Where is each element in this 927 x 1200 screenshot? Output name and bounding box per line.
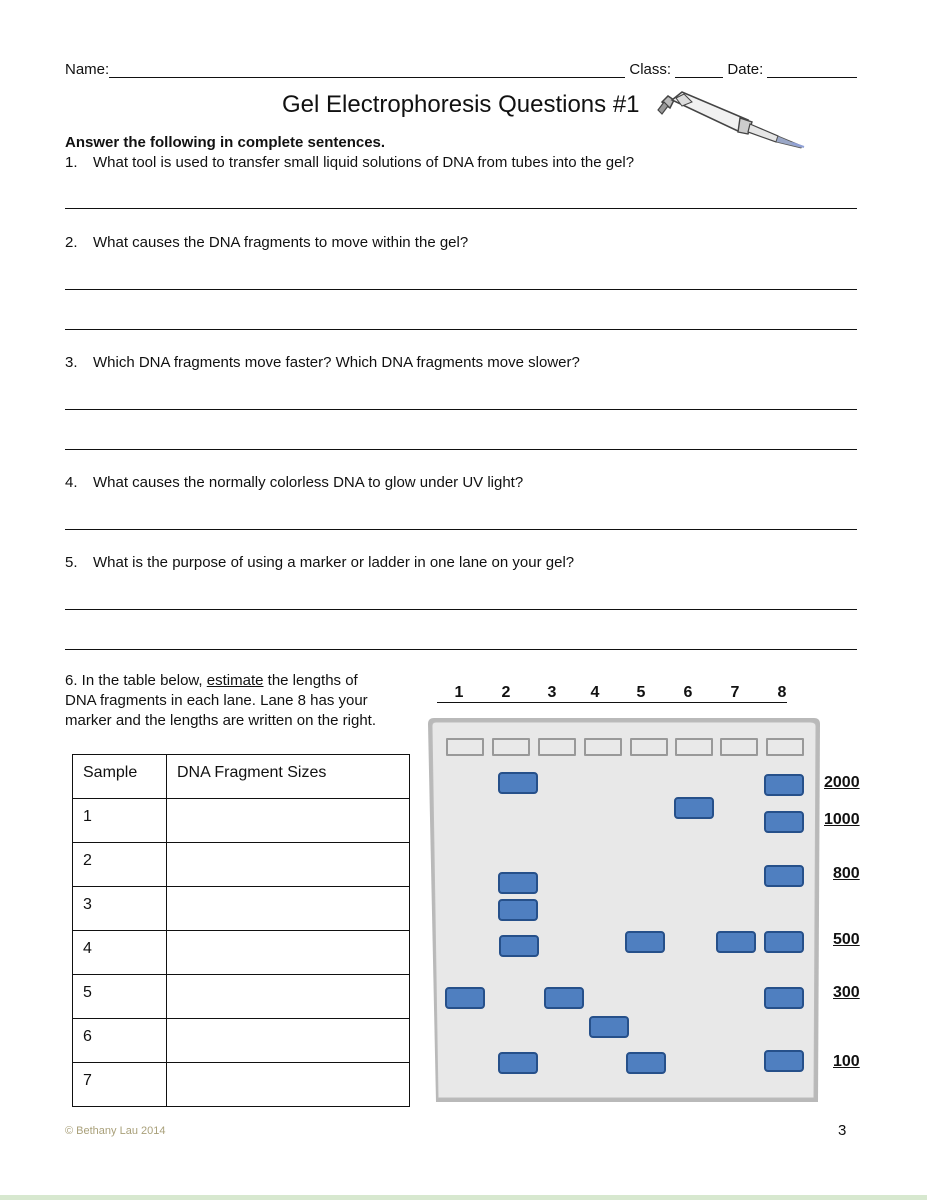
sizes-cell[interactable] [167, 799, 410, 843]
band-lane-8-1000 [764, 811, 804, 833]
page-title: Gel Electrophoresis Questions #1 [282, 91, 640, 118]
question-3-num: 3. [65, 354, 78, 371]
sizes-cell[interactable] [167, 1063, 410, 1107]
gel-well [584, 738, 622, 756]
band-lane-1-300 [445, 987, 485, 1009]
lane-number-6: 6 [683, 684, 693, 701]
band-lane-6-1000 [674, 797, 714, 819]
question-5-text: What is the purpose of using a marker or ladder in one lane on your gel? [93, 554, 575, 571]
sample-cell: 2 [73, 843, 167, 887]
band-lane-2-2000 [498, 772, 538, 794]
answer-line-5b[interactable] [65, 649, 857, 650]
question-6-line-3: marker and the lengths are written on the right. [65, 712, 377, 729]
lane-number-8: 8 [777, 684, 787, 701]
question-2-text: What causes the DNA fragments to move within the gel? [93, 234, 469, 251]
page-bottom-edge [0, 1195, 927, 1200]
band-lane-8-2000 [764, 774, 804, 796]
table-header-sizes: DNA Fragment Sizes [167, 755, 410, 799]
band-lane-7-500 [716, 931, 756, 953]
table-row [73, 799, 410, 843]
sample-cell: 7 [73, 1063, 167, 1107]
question-1-num: 1. [65, 154, 78, 171]
answer-line-2b[interactable] [65, 329, 857, 330]
band-lane-2-650 [498, 899, 538, 921]
lane-number-3: 3 [547, 684, 557, 701]
lane-number-7: 7 [730, 684, 740, 701]
estimate-word: estimate [206, 672, 264, 689]
marker-label-2000: 2000 [824, 774, 860, 791]
band-lane-2-100 [498, 1052, 538, 1074]
class-label: Class: [629, 61, 672, 78]
band-lane-4-200 [589, 1016, 629, 1038]
class-field[interactable] [675, 77, 723, 78]
question-2 [65, 234, 469, 251]
band-lane-8-500 [764, 931, 804, 953]
table-header-row [73, 755, 410, 799]
sizes-cell[interactable] [167, 931, 410, 975]
answer-line-5a[interactable] [65, 609, 857, 610]
sample-cell: 3 [73, 887, 167, 931]
table-row [73, 1019, 410, 1063]
sample-cell: 6 [73, 1019, 167, 1063]
marker-label-1000: 1000 [824, 811, 860, 828]
copyright-text: © Bethany Lau 2014 [65, 1125, 166, 1137]
pipette-icon [652, 88, 812, 152]
marker-label-100: 100 [833, 1053, 860, 1070]
question-1-text: What tool is used to transfer small liquid solutions of DNA from tubes into the gel? [93, 154, 635, 171]
question-3-text: Which DNA fragments move faster? Which DNA fragments move slower? [93, 354, 580, 371]
answer-line-3a[interactable] [65, 409, 857, 410]
page-number: 3 [838, 1122, 847, 1139]
gel-well [720, 738, 758, 756]
date-label: Date: [727, 61, 764, 78]
question-4 [65, 474, 524, 491]
answer-line-2a[interactable] [65, 289, 857, 290]
lane-number-1: 1 [454, 684, 464, 701]
question-3 [65, 354, 580, 371]
question-5-num: 5. [65, 554, 78, 571]
band-lane-3-300 [544, 987, 584, 1009]
gel-well [630, 738, 668, 756]
gel-slab [426, 714, 826, 1106]
band-lane-8-300 [764, 987, 804, 1009]
answer-line-4a[interactable] [65, 529, 857, 530]
table-row [73, 1063, 410, 1107]
instructions: Answer the following in complete sentences. [65, 134, 386, 151]
name-label: Name: [65, 61, 110, 78]
band-lane-2-800 [498, 872, 538, 894]
name-field[interactable] [109, 77, 625, 78]
gel-well [492, 738, 530, 756]
marker-label-500: 500 [833, 931, 860, 948]
band-lane-5-500 [625, 931, 665, 953]
lane-number-5: 5 [636, 684, 646, 701]
gel-well [766, 738, 804, 756]
table-row [73, 843, 410, 887]
name-class-date-line [65, 61, 857, 78]
question-6 [65, 671, 376, 731]
question-2-num: 2. [65, 234, 78, 251]
question-5 [65, 554, 575, 571]
band-lane-2-500 [499, 935, 539, 957]
lane-number-2: 2 [501, 684, 511, 701]
table-row [73, 887, 410, 931]
table-row [73, 931, 410, 975]
sample-cell: 1 [73, 799, 167, 843]
gel-well [446, 738, 484, 756]
marker-label-800: 800 [833, 865, 860, 882]
band-lane-8-800 [764, 865, 804, 887]
question-4-text: What causes the normally colorless DNA to glow under UV light? [93, 474, 524, 491]
sizes-cell[interactable] [167, 843, 410, 887]
question-6-line-1: 6. In the table below, estimate the lengths of [65, 672, 358, 689]
gel-well [538, 738, 576, 756]
sizes-cell[interactable] [167, 975, 410, 1019]
sizes-cell[interactable] [167, 1019, 410, 1063]
sample-cell: 5 [73, 975, 167, 1019]
lane-number-underline [437, 702, 787, 703]
marker-label-300: 300 [833, 984, 860, 1001]
sample-cell: 4 [73, 931, 167, 975]
table-header-sample: Sample [73, 755, 167, 799]
question-1 [65, 154, 635, 171]
date-field[interactable] [767, 77, 857, 78]
answer-line-1a[interactable] [65, 208, 857, 209]
band-lane-8-100 [764, 1050, 804, 1072]
fragment-table [72, 754, 410, 1107]
question-6-line-2: DNA fragments in each lane. Lane 8 has your [65, 692, 368, 709]
question-4-num: 4. [65, 474, 78, 491]
lane-number-4: 4 [590, 684, 600, 701]
sizes-cell[interactable] [167, 887, 410, 931]
gel-well [675, 738, 713, 756]
answer-line-3b[interactable] [65, 449, 857, 450]
band-lane-5-100 [626, 1052, 666, 1074]
table-row [73, 975, 410, 1019]
